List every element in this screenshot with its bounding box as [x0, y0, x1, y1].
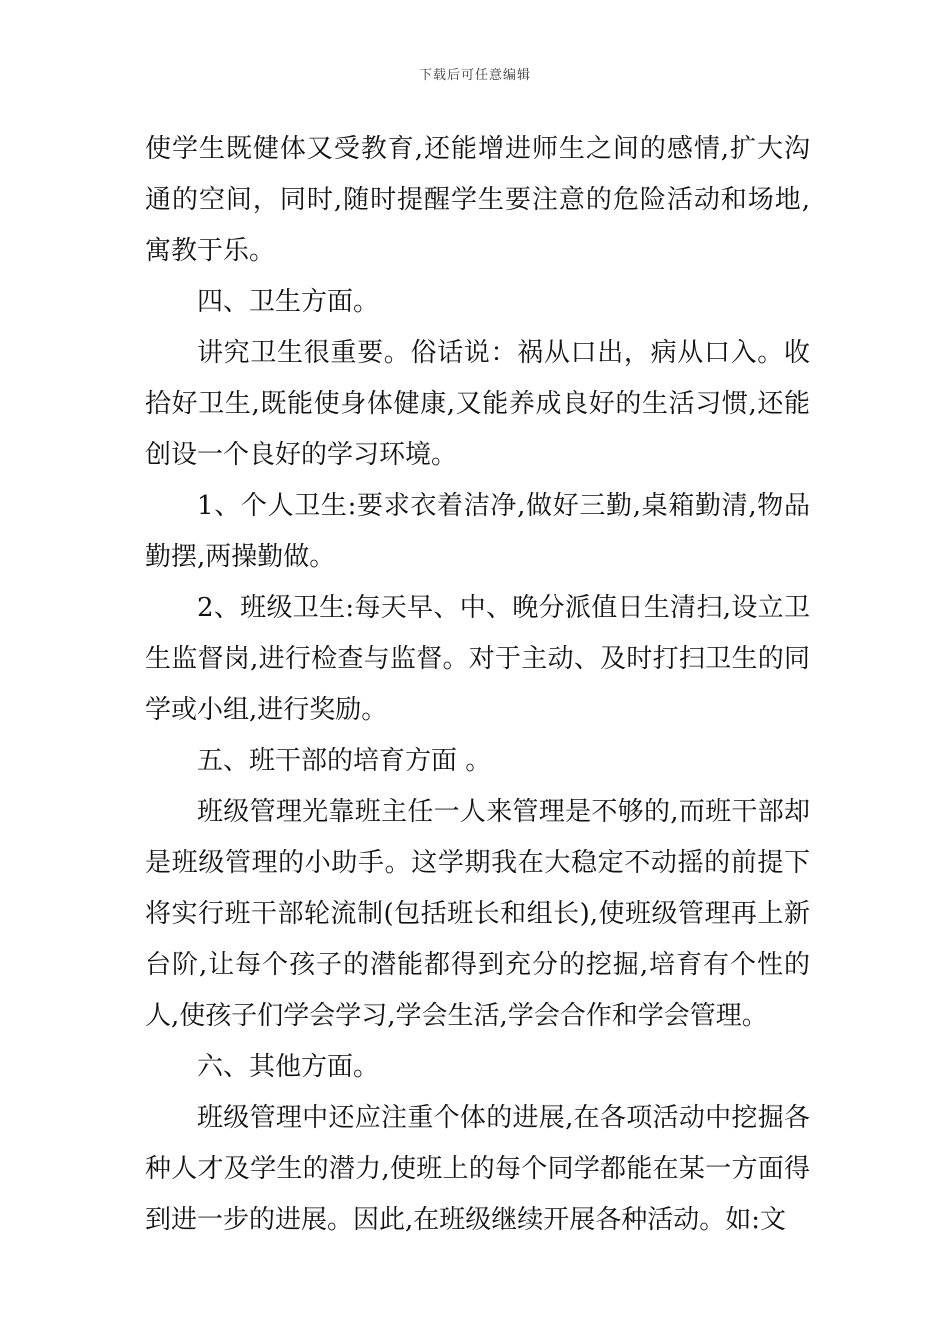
document-body — [145, 124, 810, 1246]
paragraph-class-cadre: 班级管理光靠班主任一人来管理是不够的,而班干部却是班级管理的小助手。这学期我在大稳定不动摇的前提下将实行班干部轮流制(包括班长和组长),使班级管理再上新台阶,让每个孩子的潜能都得到充分的挖掘,培育有个性的人,使孩子们学会学习,学会生活,学会合作和学会管理。 — [145, 797, 810, 1031]
section-heading-class-cadre: 五、班干部的培育方面 。 — [197, 746, 492, 776]
section-heading-other: 六、其他方面。 — [197, 1052, 380, 1082]
paragraph-other: 班级管理中还应注重个体的进展,在各项活动中挖掘各种人才及学生的潜力,使班上的每个同学都能在某一方面得到进一步的进展。因此,在班级继续开展各种活动。如:文 — [145, 1103, 810, 1235]
paragraph-class-hygiene: 2、班级卫生:每天早、中、晚分派值日生清扫,设立卫生监督岗,进行检查与监督。对于主动、及时打扫卫生的同学或小组,进行奖励。 — [145, 593, 810, 725]
paragraph-personal-hygiene: 1、个人卫生:要求衣着洁净,做好三勤,桌箱勤清,物品勤摆,两操勤做。 — [145, 491, 810, 572]
paragraph-continuation: 使学生既健体又受教育,还能增进师生之间的感情,扩大沟通的空间，同时,随时提醒学生要注意的危险活动和场地,寓教于乐。 — [145, 134, 810, 266]
section-heading-hygiene: 四、卫生方面。 — [197, 287, 380, 317]
paragraph-hygiene-intro: 讲究卫生很重要。俗话说：祸从口出，病从口入。收拾好卫生,既能使身体健康,又能养成良好的生活习惯,还能创设一个良好的学习环境。 — [145, 338, 810, 470]
page-header: 下载后可任意编辑 — [418, 68, 531, 83]
